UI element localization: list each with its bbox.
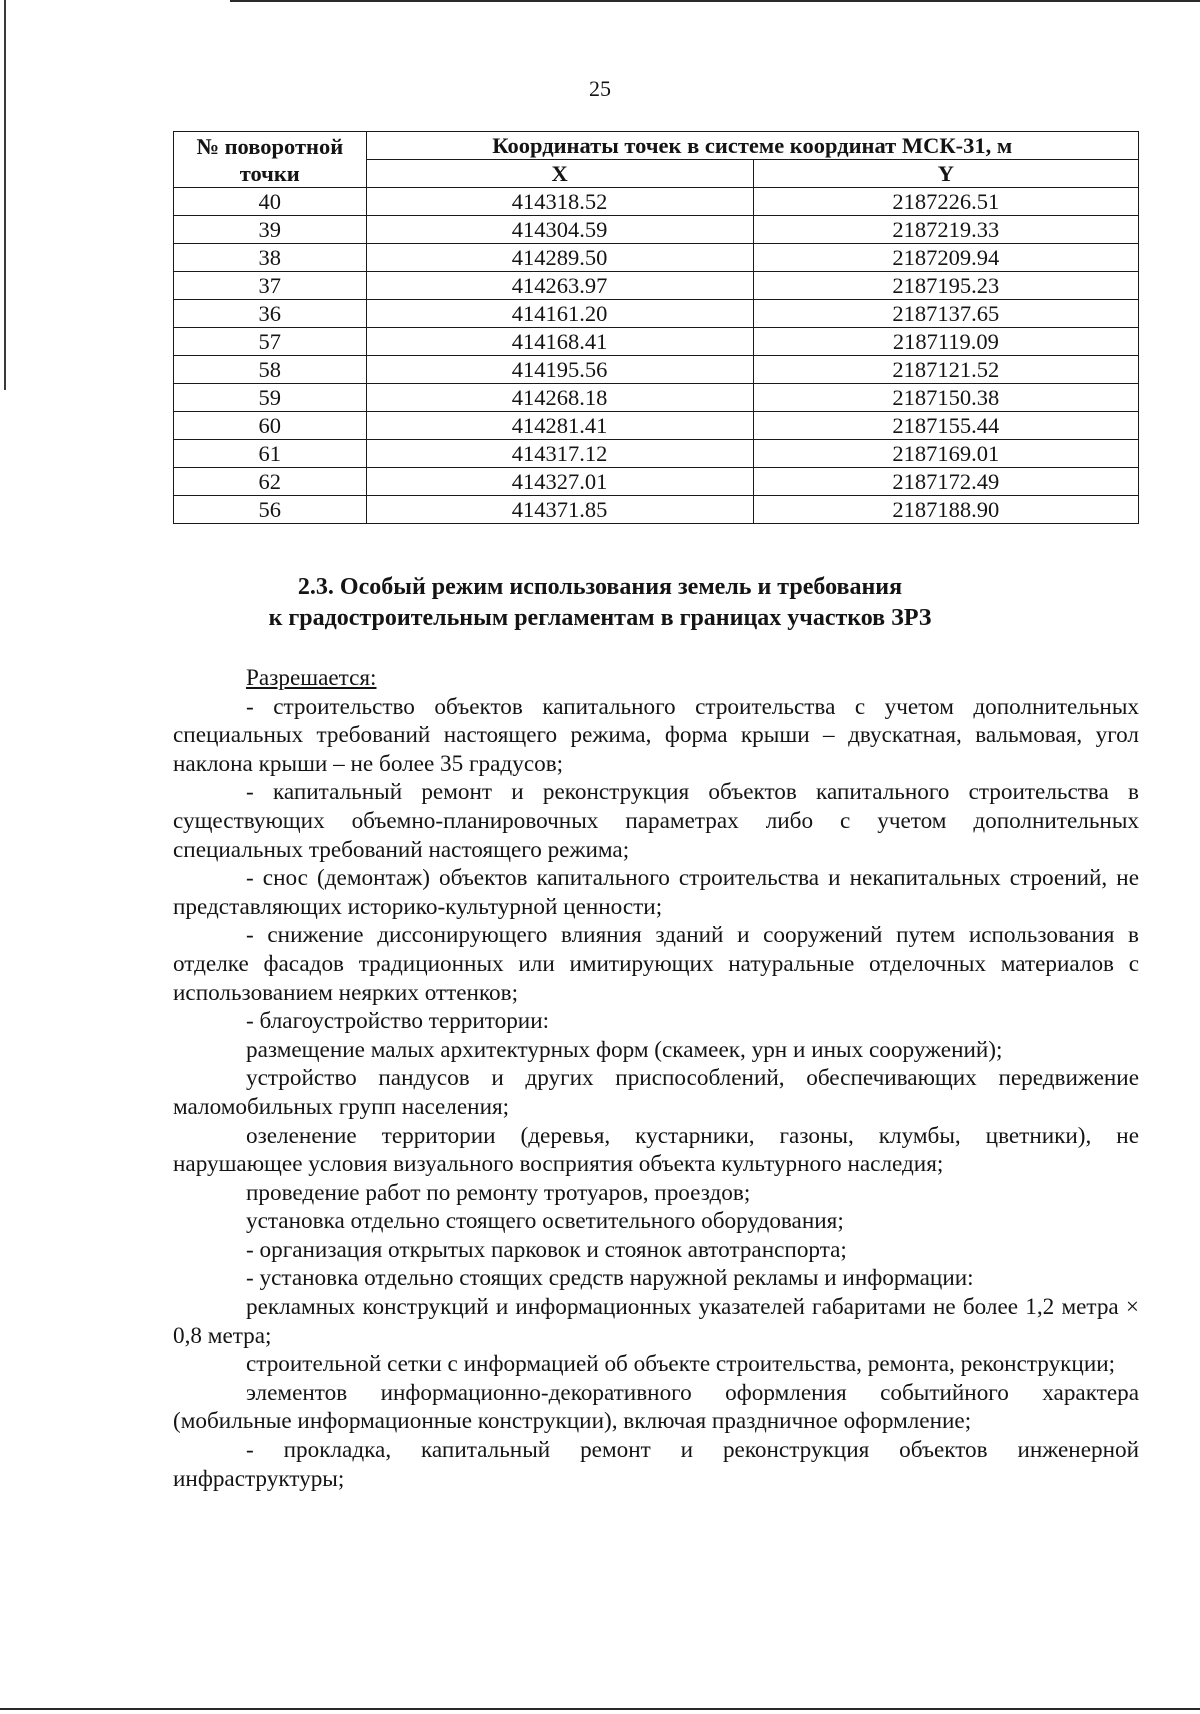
paragraph: проведение работ по ремонту тротуаров, проездов;: [246, 1179, 751, 1206]
cell-point-number: 60: [174, 412, 367, 440]
paragraph: установка отдельно стоящего осветительного оборудования;: [246, 1208, 844, 1235]
page-number: 25: [589, 76, 611, 101]
table-row: [174, 384, 1139, 412]
cell-y: 2187172.49: [753, 468, 1138, 496]
table-row: [174, 272, 1139, 300]
cell-x: 414327.01: [366, 468, 753, 496]
paragraph: - капитальный ремонт и реконструкция объектов капитального строительства в существующих объемно-планировочных параметрах либо с учетом дополнительных специальных требований настоящего режима;: [173, 779, 1139, 863]
cell-y: 2187188.90: [753, 496, 1138, 524]
paragraph: - прокладка, капитальный ремонт и реконструкция объектов инженерной инфраструктуры;: [173, 1437, 1139, 1492]
cell-x: 414281.41: [366, 412, 753, 440]
paragraph: рекламных конструкций и информационных указателей габаритами не более 1,2 метра × 0,8 метра;: [173, 1294, 1139, 1349]
cell-point-number: 38: [174, 244, 367, 272]
cell-y: 2187121.52: [753, 356, 1138, 384]
cell-x: 414195.56: [366, 356, 753, 384]
cell-point-number: 39: [174, 216, 367, 244]
table-row: [174, 244, 1139, 272]
cell-y: 2187119.09: [753, 328, 1138, 356]
cell-x: 414371.85: [366, 496, 753, 524]
table-row: [174, 188, 1139, 216]
scan-edge-bottom: [0, 1708, 1200, 1710]
cell-x: 414168.41: [366, 328, 753, 356]
paragraph: - снос (демонтаж) объектов капитального строительства и некапитальных строений, не представляющих историко-культурной ценности;: [173, 865, 1139, 920]
table-row: [174, 356, 1139, 384]
cell-point-number: 62: [174, 468, 367, 496]
cell-y: 2187155.44: [753, 412, 1138, 440]
table-row: [174, 328, 1139, 356]
cell-y: 2187137.65: [753, 300, 1138, 328]
header-coordinates-group: Координаты точек в системе координат МСК-31, м: [366, 132, 1138, 160]
paragraph: - снижение диссонирующего влияния зданий и сооружений путем использования в отделке фасадов традиционных или имитирующих натуральные отделочных материалов с использованием неярких оттенков;: [173, 922, 1139, 1006]
cell-x: 414289.50: [366, 244, 753, 272]
cell-point-number: 37: [174, 272, 367, 300]
cell-y: 2187150.38: [753, 384, 1138, 412]
paragraph: размещение малых архитектурных форм (скамеек, урн и иных сооружений);: [246, 1036, 1003, 1063]
cell-y: 2187169.01: [753, 440, 1138, 468]
section-title-line-1: 2.3. Особый режим использования земель и требования: [297, 574, 903, 600]
scan-edge-top: [230, 0, 1200, 2]
cell-x: 414161.20: [366, 300, 753, 328]
paragraph: - строительство объектов капитального строительства с учетом дополнительных специальных требований настоящего режима, форма крыши – двускатная, вальмовая, угол наклона крыши – не более 35 градусов;: [173, 693, 1139, 777]
cell-y: 2187209.94: [753, 244, 1138, 272]
header-x: X: [366, 160, 753, 188]
cell-point-number: 56: [174, 496, 367, 524]
scan-edge-left: [4, 0, 6, 390]
paragraph: - установка отдельно стоящих средств наружной рекламы и информации:: [246, 1265, 974, 1292]
paragraph: озеленение территории (деревья, кустарники, газоны, клумбы, цветники), не нарушающее условия визуального восприятия объекта культурного наследия;: [173, 1122, 1139, 1178]
cell-x: 414318.52: [366, 188, 753, 216]
header-y: Y: [753, 160, 1138, 188]
permitted-heading: Разрешается:: [246, 665, 377, 691]
cell-y: 2187226.51: [753, 188, 1138, 216]
header-point-number: № поворотной точки: [174, 132, 367, 188]
cell-point-number: 58: [174, 356, 367, 384]
cell-point-number: 36: [174, 300, 367, 328]
paragraph: - благоустройство территории:: [246, 1008, 550, 1035]
paragraph: строительной сетки с информацией об объекте строительства, ремонта, реконструкции;: [246, 1351, 1116, 1378]
table-row: [174, 216, 1139, 244]
cell-y: 2187219.33: [753, 216, 1138, 244]
coordinates-table: [173, 131, 1139, 524]
paragraph: элементов информационно-декоративного оформления событийного характера (мобильные информационные конструкции), включая праздничное оформление;: [173, 1379, 1139, 1435]
table-header-row: [174, 132, 1139, 160]
paragraph: устройство пандусов и других приспособлений, обеспечивающих передвижение маломобильных групп населения;: [173, 1065, 1139, 1120]
cell-point-number: 57: [174, 328, 367, 356]
cell-y: 2187195.23: [753, 272, 1138, 300]
cell-point-number: 59: [174, 384, 367, 412]
cell-x: 414268.18: [366, 384, 753, 412]
paragraph: - организация открытых парковок и стоянок автотранспорта;: [246, 1236, 847, 1263]
regulation-text: [173, 664, 1139, 1493]
table-row: [174, 440, 1139, 468]
cell-point-number: 61: [174, 440, 367, 468]
table-row: [174, 412, 1139, 440]
cell-x: 414304.59: [366, 216, 753, 244]
cell-point-number: 40: [174, 188, 367, 216]
cell-x: 414263.97: [366, 272, 753, 300]
table-row: [174, 468, 1139, 496]
table-row: [174, 496, 1139, 524]
section-title-line-2: к градостроительным регламентам в границах участков ЗРЗ: [268, 605, 932, 631]
cell-x: 414317.12: [366, 440, 753, 468]
table-body: [174, 188, 1139, 524]
table-row: [174, 300, 1139, 328]
section-title: [0, 572, 1200, 634]
